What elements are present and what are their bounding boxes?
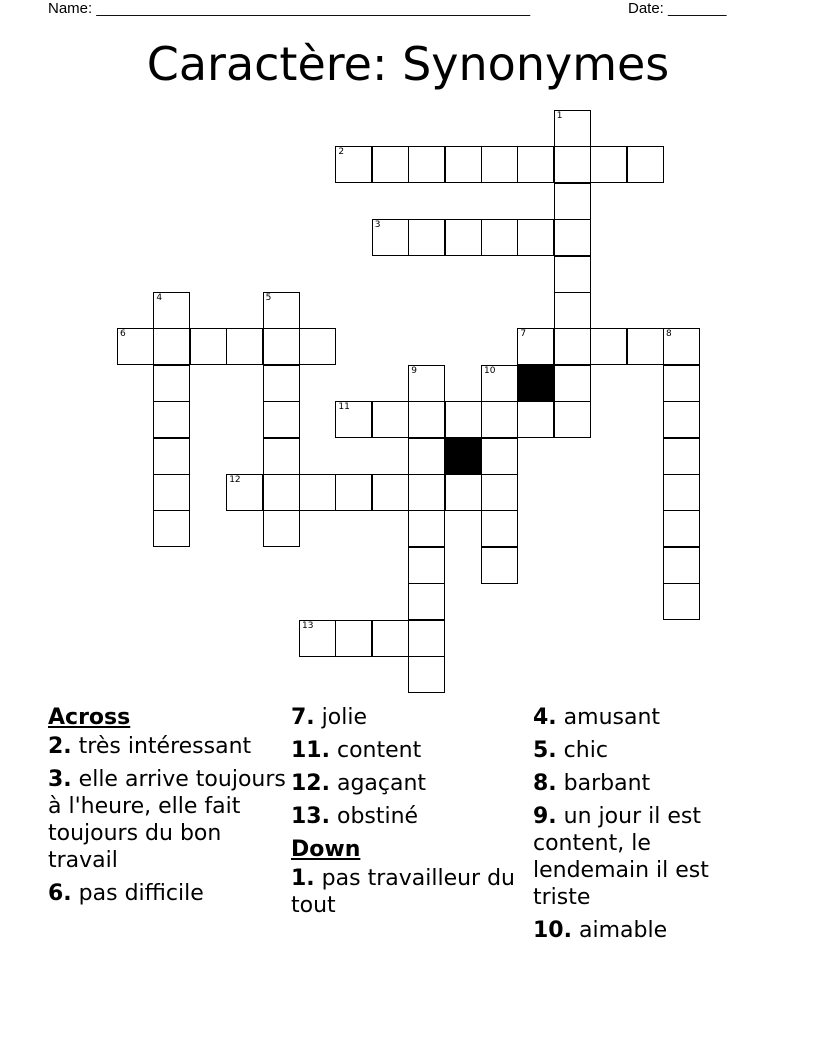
clue-across-13	[291, 803, 531, 830]
cell-number: 2	[338, 147, 345, 158]
cell-number: 5	[265, 293, 272, 303]
grid-cell[interactable]	[481, 401, 518, 438]
grid-cell[interactable]	[481, 474, 518, 511]
grid-cell[interactable]	[663, 401, 700, 438]
grid-cell[interactable]	[263, 474, 300, 511]
grid-cell[interactable]	[226, 328, 263, 365]
grid-cell[interactable]	[263, 438, 300, 475]
grid-cell[interactable]	[663, 365, 700, 402]
cell-number: 11	[338, 402, 350, 413]
cell-number: 7	[520, 329, 527, 340]
grid-cell[interactable]	[590, 328, 627, 365]
grid-cell[interactable]	[153, 510, 190, 547]
cell-number: 1	[556, 111, 563, 121]
grid-cell[interactable]	[554, 365, 591, 402]
clue-text: elle arrive toujours à l'heure, elle fait toujours du bon travail	[48, 767, 286, 873]
grid-cell[interactable]	[517, 401, 554, 438]
cell-number: 9	[411, 365, 417, 376]
grid-cell[interactable]	[408, 219, 445, 256]
grid-cell[interactable]	[554, 328, 591, 365]
grid-cell[interactable]	[263, 401, 300, 438]
grid-cell[interactable]	[335, 474, 372, 511]
grid-cell[interactable]	[445, 401, 482, 438]
grid-cell[interactable]	[263, 510, 300, 547]
clue-across-7	[291, 704, 531, 731]
clue-number: 1.	[291, 866, 315, 891]
grid-cell[interactable]	[445, 219, 482, 256]
grid-cell[interactable]	[335, 146, 372, 183]
grid-cell[interactable]	[663, 328, 700, 365]
clue-down-5	[533, 737, 773, 764]
grid-cell[interactable]	[372, 146, 409, 183]
clue-across-11	[291, 737, 531, 764]
page-title: Caractère: Synonymes	[146, 37, 670, 91]
grid-cell[interactable]	[299, 620, 336, 657]
grid-cell[interactable]	[153, 292, 190, 329]
grid-cell[interactable]	[263, 292, 300, 329]
grid-cell[interactable]	[517, 146, 554, 183]
clue-number: 12.	[291, 771, 330, 796]
clue-number: 8.	[533, 771, 557, 796]
grid-cell[interactable]	[554, 146, 591, 183]
cell-number: 10	[484, 365, 496, 376]
grid-cell[interactable]	[372, 401, 409, 438]
grid-cell[interactable]	[408, 474, 445, 511]
clues-column-1	[48, 704, 288, 913]
clue-number: 6.	[48, 881, 72, 906]
grid-cell[interactable]	[335, 401, 372, 438]
grid-cell[interactable]	[408, 583, 445, 620]
grid-cell[interactable]	[554, 110, 591, 147]
across-heading: Across	[48, 705, 131, 730]
clue-number: 4.	[533, 705, 557, 730]
cell-number: 3	[374, 220, 381, 231]
clue-across-3	[48, 766, 288, 874]
grid-cell[interactable]	[190, 328, 227, 365]
clue-text: agaçant	[336, 771, 427, 796]
grid-cell[interactable]	[554, 401, 591, 438]
grid-cell[interactable]	[627, 146, 664, 183]
clues-column-3	[533, 704, 773, 950]
grid-cell[interactable]	[408, 547, 445, 584]
grid-cell[interactable]	[226, 474, 263, 511]
clue-text: très intéressant	[78, 734, 252, 759]
grid-cell[interactable]	[408, 438, 445, 475]
cell-number: 4	[156, 293, 163, 303]
grid-cell[interactable]	[408, 146, 445, 183]
grid-cell[interactable]	[663, 547, 700, 584]
clue-number: 11.	[291, 738, 330, 763]
clues-column-2	[291, 704, 531, 925]
date-field-label: Date: _______	[628, 0, 727, 17]
name-field-label: Name: ____________________________________________________	[48, 0, 531, 17]
grid-cell[interactable]	[517, 219, 554, 256]
grid-cell[interactable]	[445, 146, 482, 183]
clue-text: obstiné	[336, 804, 419, 829]
grid-cell[interactable]	[153, 438, 190, 475]
grid-cell[interactable]	[481, 365, 518, 402]
clue-text: amusant	[563, 705, 661, 730]
grid-cell[interactable]	[263, 365, 300, 402]
grid-cell[interactable]	[517, 328, 554, 365]
grid-cell[interactable]	[554, 219, 591, 256]
grid-cell[interactable]	[372, 620, 409, 657]
grid-cell[interactable]	[153, 328, 190, 365]
clue-number: 2.	[48, 734, 72, 759]
grid-cell[interactable]	[481, 438, 518, 475]
grid-cell[interactable]	[153, 474, 190, 511]
clue-text: pas difficile	[78, 881, 204, 906]
grid-cell[interactable]	[335, 620, 372, 657]
clue-text: pas travailleur du tout	[291, 866, 515, 918]
clue-text: content	[336, 738, 422, 763]
grid-cell[interactable]	[372, 474, 409, 511]
clue-number: 5.	[533, 738, 557, 763]
grid-cell[interactable]	[554, 256, 591, 293]
grid-cell[interactable]	[408, 401, 445, 438]
clue-across-2	[48, 733, 288, 760]
grid-cell[interactable]	[554, 183, 591, 220]
grid-cell[interactable]	[299, 474, 336, 511]
clue-down-8	[533, 770, 773, 797]
grid-cell[interactable]	[663, 510, 700, 547]
down-heading: Down	[291, 837, 361, 862]
cell-number: 12	[229, 475, 241, 485]
grid-cell[interactable]	[627, 328, 664, 365]
clue-across-12	[291, 770, 531, 797]
clue-down-1	[291, 865, 531, 919]
clue-text: barbant	[563, 771, 651, 796]
clue-down-9	[533, 803, 773, 911]
black-square	[517, 365, 554, 402]
grid-cell[interactable]	[408, 365, 445, 402]
grid-cell[interactable]	[372, 219, 409, 256]
clue-number: 3.	[48, 767, 72, 792]
grid-cell[interactable]	[590, 146, 627, 183]
cell-number: 8	[666, 329, 672, 340]
clue-text: chic	[563, 738, 608, 763]
grid-cell[interactable]	[408, 656, 445, 693]
clue-across-6	[48, 880, 288, 907]
clue-text: aimable	[578, 918, 668, 943]
grid-cell[interactable]	[445, 474, 482, 511]
grid-cell[interactable]	[663, 583, 700, 620]
grid-cell[interactable]	[663, 438, 700, 475]
grid-cell[interactable]	[481, 510, 518, 547]
grid-cell[interactable]	[117, 328, 154, 365]
grid-cell[interactable]	[481, 547, 518, 584]
cell-number: 6	[120, 329, 126, 340]
clue-number: 13.	[291, 804, 330, 829]
grid-cell[interactable]	[481, 219, 518, 256]
clue-number: 7.	[291, 705, 315, 730]
grid-cell[interactable]	[481, 146, 518, 183]
clue-text: un jour il est content, le lendemain il est triste	[533, 804, 709, 910]
clue-number: 10.	[533, 918, 572, 943]
clue-down-4	[533, 704, 773, 731]
grid-cell[interactable]	[299, 328, 336, 365]
black-square	[445, 438, 482, 475]
cell-number: 13	[302, 620, 314, 631]
clue-text: jolie	[321, 705, 368, 730]
grid-cell[interactable]	[153, 365, 190, 402]
grid-cell[interactable]	[408, 620, 445, 657]
grid-cell[interactable]	[663, 474, 700, 511]
grid-cell[interactable]	[153, 401, 190, 438]
clue-number: 9.	[533, 804, 557, 829]
clue-down-10	[533, 917, 773, 944]
grid-cell[interactable]	[408, 510, 445, 547]
grid-cell[interactable]	[554, 292, 591, 329]
grid-cell[interactable]	[263, 328, 300, 365]
